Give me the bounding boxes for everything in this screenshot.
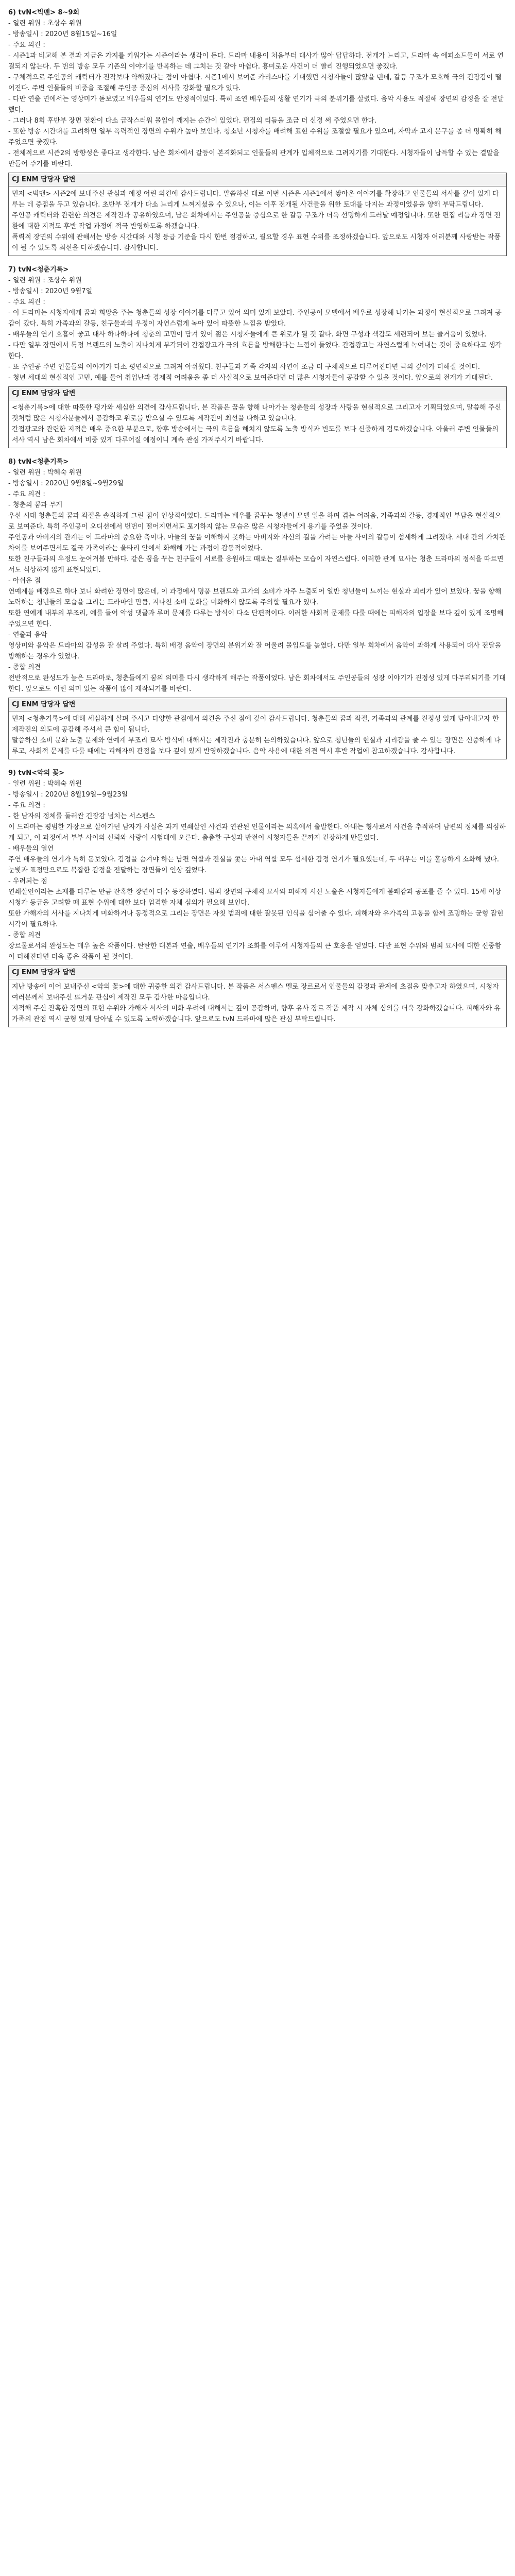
section-meta: - 주요 의견 : — [8, 802, 45, 809]
opinion-paragraph: - 배우들의 열연 — [8, 845, 54, 853]
opinion-paragraph: - 연출과 음악 — [8, 631, 47, 639]
opinion-paragraph: 주연 배우들의 연기가 특히 돋보였다. 감정을 숨겨야 하는 남편 역할과 진실을 쫓는 아내 역할 모두 섬세한 감정 연기가 필요했는데, 두 배우는 이를 훌륭하게 소화해 냈다. 눈빛과 표정만으로도 복잡한 감정을 전달하는 장면들이 인상 깊었다. — [8, 856, 502, 874]
opinion-paragraph: - 그러나 8회 후반부 장면 전환이 다소 급작스러워 몰입이 깨지는 순간이 있었다. 편집의 리듬을 조금 더 신경 써 주었으면 한다. — [8, 117, 377, 125]
section-meta: - 주요 의견 : — [8, 490, 45, 498]
reply-body — [9, 400, 506, 448]
reply-paragraph: 폭력적 장면의 수위에 관해서는 방송 시간대와 시청 등급 기준을 다시 한번 점검하고, 필요할 경우 표현 수위를 조정하겠습니다. 앞으로도 시청자 여러분께 사랑받는 작품이 될 수 있도록 최선을 다하겠습니다. 감사합니다. — [12, 233, 501, 252]
opinion-paragraph: 주인공과 아버지의 관계는 이 드라마의 중요한 축이다. 아들의 꿈을 이해하지 못하는 아버지와 자신의 길을 가려는 아들 사이의 갈등이 섬세하게 그려졌다. 세대 간의 가치관 차이를 보여주면서도 결국 가족이라는 울타리 안에서 화해해 가는 과정이 감동적이었다. — [8, 534, 508, 552]
reply-paragraph: 말씀하신 소비 문화 노출 문제와 연예계 부조리 묘사 방식에 대해서는 제작진과 충분히 논의하였습니다. 앞으로 청년들의 현실과 괴리감을 줄 수 있는 장면은 신중하게 다루고, 사회적 문제를 다룰 때에는 피해자의 관점을 보다 깊이 있게 반영하겠습니다. 음악 사용에 대한 의견 역시 후반 작업에 참고하겠습니다. 감사합니다. — [12, 737, 501, 755]
section-meta: - 방송일시 : 2020년 9월8일~9월29일 — [8, 480, 124, 487]
reply-body — [9, 711, 506, 759]
opinion-paragraph: - 시즌1과 비교해 본 결과 지금은 가지를 키워가는 시즌이라는 생각이 든다. 드라마 내용이 처음부터 대사가 많아 답답하다. 전개가 느리고, 드라마 속 에피소드들이 서로 연결되지 않는다. 두 번의 방송 모두 기존의 이야기를 반복하는 데 그치는 것 같아 아쉽다. 흥미로운 사건이 더 빨리 진행되었으면 좋겠다. — [8, 52, 504, 71]
reply-heading: CJ ENM 담당자 답변 — [9, 387, 506, 400]
reply-body — [9, 187, 506, 256]
opinion-paragraph: - 구체적으로 주인공의 캐릭터가 전작보다 약해졌다는 점이 아쉽다. 시즌1에서 보여준 카리스마를 기대했던 시청자들이 많았을 텐데, 갈등 구조가 모호해 극의 긴장감이 떨어진다. 주변 인물들의 비중을 조절해 주인공 중심의 서사를 강화할 필요가 있다. — [8, 74, 502, 92]
reply-paragraph: 지적해 주신 잔혹한 장면의 표현 수위와 가해자 서사의 미화 우려에 대해서는 깊이 공감하며, 향후 유사 장르 작품 제작 시 자체 심의를 더욱 강화하겠습니다. 피해자와 유가족의 관점 역시 균형 있게 담아낼 수 있도록 노력하겠습니다. 앞으로도 tvN 드라마에 많은 관심 부탁드립니다. — [12, 1005, 501, 1023]
opinion-paragraph: - 청년 세대의 현실적인 고민, 예를 들어 취업난과 경제적 어려움을 좀 더 사실적으로 보여준다면 더 많은 시청자들이 공감할 수 있을 것이다. 앞으로의 전개가 기대된다. — [8, 374, 493, 382]
reply-heading: CJ ENM 담당자 답변 — [9, 698, 506, 711]
section-title: 6) tvN<빅맨> 8~9회 — [8, 9, 80, 16]
review-section — [8, 456, 507, 759]
opinion-paragraph: - 우려되는 점 — [8, 877, 47, 885]
reply-paragraph: 지난 방송에 이어 보내주신 <악의 꽃>에 대한 귀중한 의견 감사드립니다. 본 작품은 서스펜스 멜로 장르로서 인물들의 감정과 관계에 초점을 맞추고자 하였으며, 시청자 여러분께서 보내주신 뜨거운 관심에 제작진 모두 감사한 마음입니다. — [12, 983, 501, 1002]
opinion-paragraph: - 다만 일부 장면에서 특정 브랜드의 노출이 지나치게 부각되어 간접광고가 극의 흐름을 방해한다는 느낌이 들었다. 간접광고는 자연스럽게 녹여내는 것이 중요하다고 생각한다. — [8, 342, 502, 360]
opinion-paragraph: - 청춘의 꿈과 무게 — [8, 501, 62, 509]
opinion-paragraph: - 종합 의견 — [8, 664, 41, 671]
section-title: 7) tvN<청춘기록> — [8, 266, 69, 274]
reply-box — [8, 386, 507, 448]
opinion-paragraph: - 이 드라마는 시청자에게 꿈과 희망을 주는 청춘들의 성장 이야기를 다루고 있어 의미 있게 보았다. 주인공이 모델에서 배우로 성장해 나가는 과정이 현실적으로 그려져 공감이 갔다. 특히 가족과의 갈등, 친구들과의 우정이 자연스럽게 녹아 있어 따뜻한 느낌을 받았다. — [8, 309, 502, 328]
opinion-paragraph: 이 드라마는 평범한 가장으로 살아가던 남자가 사실은 과거 연쇄살인 사건과 연관된 인물이라는 의혹에서 출발한다. 아내는 형사로서 사건을 추적하며 남편의 정체를 의심하게 되고, 이 과정에서 부부 사이의 신뢰와 사랑이 시험대에 오른다. 촘촘한 구성과 반전이 시청자들을 끝까지 긴장하게 만들었다. — [8, 823, 506, 842]
opinion-paragraph: - 한 남자의 정체를 둘러싼 긴장감 넘치는 서스펜스 — [8, 812, 155, 820]
section-meta: - 일련 위원 : 조상수 위원 — [8, 277, 82, 284]
opinion-paragraph: 영상미와 음악은 드라마의 감성을 잘 살려 주었다. 특히 배경 음악이 장면의 분위기와 잘 어울려 몰입도를 높였다. 다만 일부 회차에서 음악이 과하게 사용되어 대사 전달을 방해하는 경우가 있었다. — [8, 642, 504, 660]
reply-box — [8, 698, 507, 759]
section-title: 8) tvN<청춘기록> — [8, 458, 69, 466]
document-body — [0, 0, 515, 1046]
reply-body — [9, 979, 506, 1027]
reply-heading: CJ ENM 담당자 답변 — [9, 173, 506, 187]
opinion-paragraph: 또한 가해자의 서사를 지나치게 미화하거나 동정적으로 그리는 장면은 자칫 범죄에 대한 잘못된 인식을 심어줄 수 있다. 피해자와 유가족의 고통을 함께 조명하는 균형 잡힌 시각이 필요하다. — [8, 910, 506, 928]
opinion-paragraph: - 다만 연출 면에서는 영상미가 돋보였고 배우들의 연기도 안정적이었다. 특히 조연 배우들의 생활 연기가 극의 분위기를 살렸다. 음악 사용도 적절해 장면의 감정을 잘 전달했다. — [8, 95, 504, 114]
opinion-paragraph: 연예계를 배경으로 하다 보니 화려한 장면이 많은데, 이 과정에서 명품 브랜드와 고가의 소비가 자주 노출되어 일반 청년들이 느끼는 현실과 괴리가 있어 보였다. 꿈을 향해 노력하는 청년들의 모습을 그리는 드라마인 만큼, 지나친 소비 문화를 미화하지 않도록 주의할 필요가 있다. — [8, 588, 504, 606]
opinion-paragraph: 장르물로서의 완성도는 매우 높은 작품이다. 탄탄한 대본과 연출, 배우들의 연기가 조화를 이루어 시청자들의 큰 호응을 얻었다. 다만 표현 수위와 범죄 묘사에 대한 신중함이 더해진다면 더욱 좋은 작품이 될 것이다. — [8, 942, 502, 961]
reply-paragraph: 간접광고와 관련한 지적은 매우 중요한 부분으로, 향후 방송에서는 극의 흐름을 해치지 않도록 노출 방식과 빈도를 보다 신중하게 검토하겠습니다. 아울러 주변 인물들의 서사 역시 남은 회차에서 비중 있게 다루어질 예정이니 계속 관심 가져주시기 바랍니다. — [12, 426, 501, 444]
review-section — [8, 7, 507, 256]
section-meta: - 일련 위원 : 초상수 위원 — [8, 20, 82, 27]
reply-heading: CJ ENM 담당자 답변 — [9, 966, 506, 979]
section-meta: - 주요 의견 : — [8, 298, 45, 306]
section-meta: - 주요 의견 : — [8, 41, 45, 49]
reply-paragraph: 먼저 <빅맨> 시즌2에 보내주신 관심과 애정 어린 의견에 감사드립니다. 말씀하신 대로 이번 시즌은 시즌1에서 쌓아온 이야기를 확장하고 인물들의 서사를 깊이 있게 다루는 데 중점을 두고 있습니다. 초반부 전개가 다소 느리게 느껴지셨을 수 있으나, 이는 이후 전개될 사건들을 위한 토대를 다지는 과정이었음을 양해 부탁드립니다. — [12, 190, 499, 209]
section-meta: - 방송일시 : 2020년 8월15일~16일 — [8, 30, 117, 38]
reply-box — [8, 173, 507, 256]
opinion-paragraph: - 또한 방송 시간대를 고려하면 일부 폭력적인 장면의 수위가 높아 보인다. 청소년 시청자를 배려해 표현 수위를 조절할 필요가 있으며, 자막과 고지 문구를 좀 더 명확히 해 주었으면 좋겠다. — [8, 128, 504, 146]
reply-paragraph: <청춘기록>에 대한 따뜻한 평가와 세심한 의견에 감사드립니다. 본 작품은 꿈을 향해 나아가는 청춘들의 성장과 사랑을 현실적으로 그리고자 기획되었으며, 말씀해 주신 것처럼 많은 시청자분들께서 공감하고 위로를 받으실 수 있도록 제작진이 최선을 다하고 있습니다. — [12, 404, 504, 422]
reply-box — [8, 965, 507, 1027]
opinion-paragraph: 또한 친구들과의 우정도 눈여겨볼 만하다. 같은 꿈을 꾸는 친구들이 서로를 응원하고 때로는 질투하는 모습이 자연스럽다. 이러한 관계 묘사는 청춘 드라마의 정석을 따르면서도 식상하지 않게 표현되었다. — [8, 555, 504, 574]
opinion-paragraph: - 전체적으로 시즌2의 방향성은 좋다고 생각한다. 남은 회차에서 갈등이 본격화되고 인물들의 관계가 입체적으로 그려지기를 기대한다. 시청자들이 납득할 수 있는 결말을 만들어 주기를 바란다. — [8, 149, 502, 168]
opinion-paragraph: - 아쉬운 점 — [8, 577, 41, 585]
opinion-paragraph: 전반적으로 완성도가 높은 드라마로, 청춘들에게 꿈의 의미를 다시 생각하게 해주는 작품이었다. 남은 회차에서도 주인공들의 성장 이야기가 진정성 있게 마무리되기를 기대한다. 앞으로도 이런 의미 있는 작품이 많이 제작되기를 바란다. — [8, 674, 506, 693]
reply-paragraph: 주인공 캐릭터와 관련한 의견은 제작진과 공유하였으며, 남은 회차에서는 주인공을 중심으로 한 갈등 구조가 더욱 선명하게 드러날 예정입니다. 또한 편집 리듬과 장면 전환에 대한 지적도 후반 작업 과정에 적극 반영하도록 하겠습니다. — [12, 212, 501, 230]
section-meta: - 방송일시 : 2020년 8월19일~9월23일 — [8, 791, 128, 799]
section-meta: - 방송일시 : 2020년 9월7일 — [8, 287, 93, 295]
opinion-paragraph: - 또 주인공 주변 인물들의 이야기가 다소 평면적으로 그려져 아쉬웠다. 친구들과 가족 각자의 사연이 조금 더 구체적으로 다루어진다면 극의 깊이가 더해질 것이다. — [8, 363, 480, 371]
section-meta: - 일련 위원 : 박혜숙 위원 — [8, 469, 82, 477]
opinion-paragraph: 연쇄살인이라는 소재를 다루는 만큼 잔혹한 장면이 다수 등장하였다. 범죄 장면의 구체적 묘사와 피해자 시신 노출은 시청자들에게 불쾌감과 공포를 줄 수 있다. 15세 이상 시청가 등급을 고려할 때 표현 수위에 대한 보다 엄격한 자체 심의가 필요해 보인다. — [8, 888, 504, 907]
reply-paragraph: 먼저 <청춘기록>에 대해 세심하게 살펴 주시고 다양한 관점에서 의견을 주신 점에 깊이 감사드립니다. 청춘들의 꿈과 좌절, 가족과의 관계를 진정성 있게 담아내고자 한 제작진의 의도에 공감해 주셔서 큰 힘이 됩니다. — [12, 715, 501, 734]
opinion-paragraph: 우선 시대 청춘들의 꿈과 좌절을 솔직하게 그린 점이 인상적이었다. 드라마는 배우를 꿈꾸는 청년이 모델 일을 하며 겪는 어려움, 가족과의 갈등, 경제적인 부담을 현실적으로 보여준다. 특히 주인공이 오디션에서 번번이 떨어지면서도 포기하지 않는 모습은 많은 시청자들에게 용기를 주었을 것이다. — [8, 512, 502, 531]
section-meta: - 일련 위원 : 박혜숙 위원 — [8, 780, 82, 788]
opinion-paragraph: - 종합 의견 — [8, 931, 41, 939]
opinion-paragraph: - 배우들의 연기 호흡이 좋고 대사 하나하나에 청춘의 고민이 담겨 있어 젊은 시청자들에게 큰 위로가 될 것 같다. 화면 구성과 색감도 세련되어 보는 즐거움이 있었다. — [8, 331, 487, 338]
review-section — [8, 264, 507, 448]
section-title: 9) tvN<악의 꽃> — [8, 769, 65, 777]
opinion-paragraph: 또한 연예계 내부의 부조리, 예를 들어 악성 댓글과 루머 문제를 다루는 방식이 다소 단편적이다. 이러한 사회적 문제를 다룰 때에는 피해자의 입장을 보다 깊이 있게 조명해 주었으면 한다. — [8, 609, 506, 628]
review-section — [8, 768, 507, 1027]
